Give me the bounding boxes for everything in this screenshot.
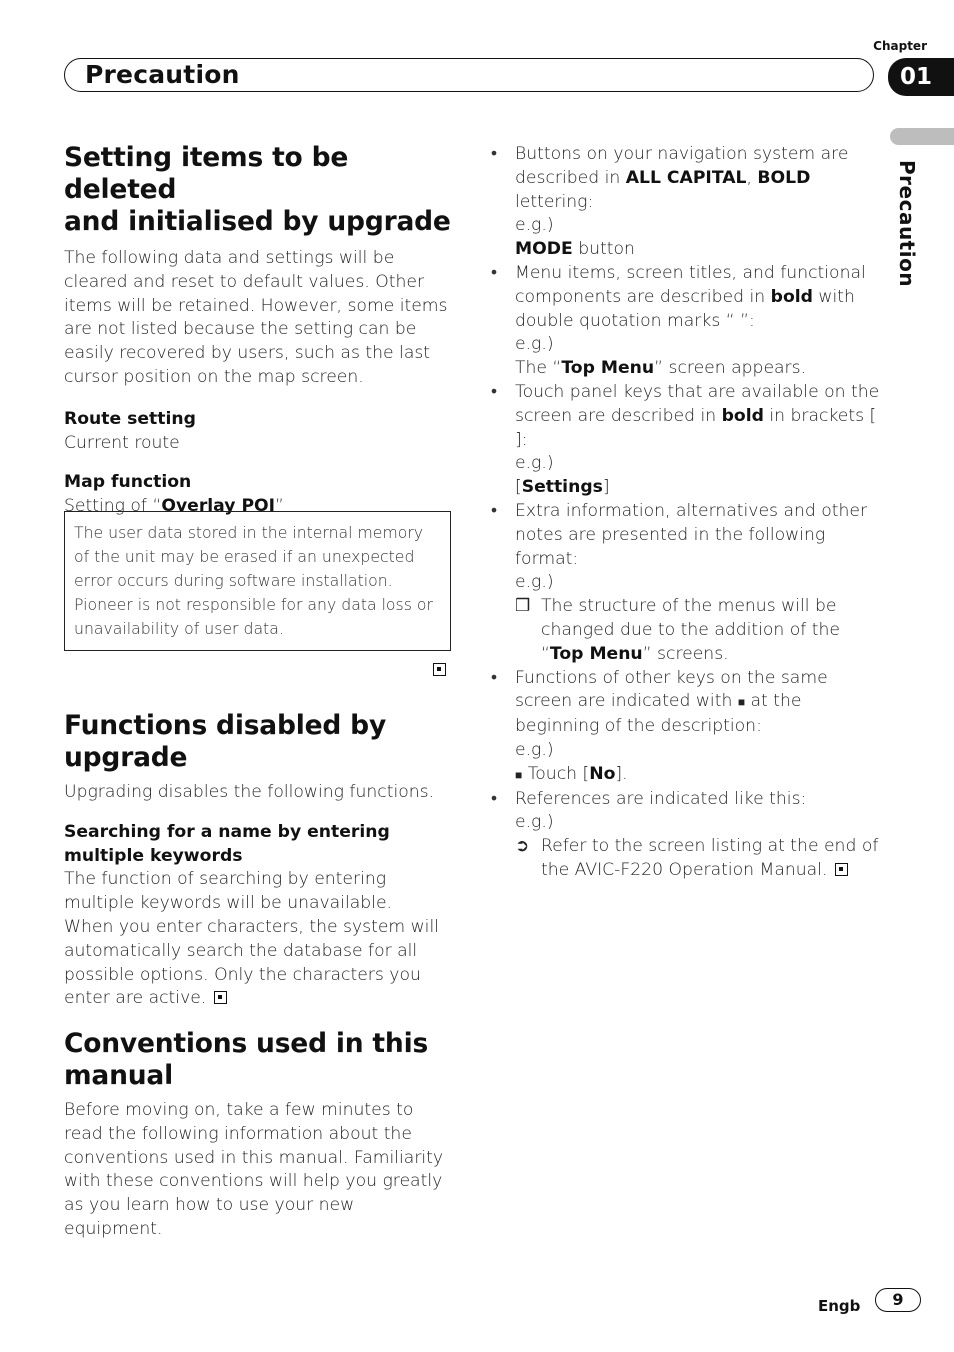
list-item [490, 262, 882, 381]
bold-text: ALL CAPITAL [625, 167, 747, 188]
title-line: manual [64, 1060, 173, 1091]
text: The structure of the menus will be changed due to the addition of the “ [541, 596, 841, 664]
example-label: e.g.) [515, 334, 554, 355]
example [515, 476, 882, 500]
route-setting-item: Current route [64, 432, 180, 453]
text: with double quotation marks “ ”: [515, 286, 855, 331]
title-line: and initialised by upgrade [64, 206, 451, 237]
text: ” [275, 496, 284, 517]
chapter-label: Chapter [873, 39, 927, 53]
bold-text: Settings [521, 477, 603, 498]
reference-example [515, 835, 882, 883]
body-paragraph [64, 916, 452, 1011]
end-of-section-icon [835, 863, 848, 876]
checkbox-note-icon: ❒ [515, 596, 531, 617]
text: The “ [515, 358, 562, 379]
list-item [490, 667, 882, 788]
text: Touch panel keys that are available on the screen are described in [515, 381, 880, 426]
text: button [572, 239, 635, 260]
language-label: Engb [818, 1297, 861, 1315]
text: at the beginning of the description: [515, 691, 802, 737]
intro-paragraph: Upgrading disables the following functions. [64, 782, 435, 802]
square-bullet-icon: ■ [737, 695, 746, 710]
end-of-section-icon [214, 991, 227, 1004]
page-number: 9 [875, 1288, 921, 1312]
example-label: e.g.) [515, 215, 554, 236]
list-item [490, 500, 882, 667]
note-box [64, 511, 451, 651]
bold-text: BOLD [757, 167, 811, 188]
text: Refer to the screen listing at the end of the AVIC-F220 Operation Manual. [541, 836, 879, 880]
text: References are indicated like this: [515, 788, 807, 809]
text: , [746, 167, 758, 188]
body-text: When you enter characters, the system will automatically search the database for all possible options. Only the characters you enter are active. [64, 916, 440, 1009]
section-deleted-items [64, 142, 452, 519]
body-paragraph: The function of searching by entering multiple keywords will be unavailable. [64, 869, 393, 914]
example [515, 238, 882, 262]
text: Menu items, screen titles, and functional components are described in [515, 262, 866, 307]
text: lettering: [515, 191, 594, 212]
body-paragraph: Before moving on, take a few minutes to read the following information about the conventions used in this manual. Familiarity with these conventions will help you greatly as you learn how to use your new equipment. [64, 1100, 444, 1239]
text: ” screen appears. [654, 358, 807, 379]
square-bullet-icon: ■ [515, 767, 523, 782]
bold-text: Overlay POI [161, 496, 276, 517]
note-example [515, 595, 882, 666]
example-label: e.g.) [515, 453, 554, 474]
subheading-line: multiple keywords [64, 845, 243, 866]
side-tab-bar [890, 128, 954, 145]
text: Touch [ [522, 763, 590, 784]
conventions-list-column [490, 143, 882, 883]
bold-text: MODE [515, 239, 573, 260]
title-line: Setting items to be deleted [64, 142, 349, 205]
section-header-title: Precaution [85, 60, 240, 89]
text: ” screens. [642, 643, 729, 664]
subheading-line: Searching for a name by entering [64, 821, 390, 842]
list-item [490, 143, 882, 262]
example [515, 763, 882, 788]
title-line: Conventions used in this [64, 1028, 429, 1059]
subheading [64, 821, 452, 869]
text: Functions of other keys on the same screen are indicated with [515, 667, 828, 712]
bold-text: bold [770, 286, 813, 307]
text: ]. [615, 763, 628, 784]
example-label: e.g.) [515, 812, 554, 833]
example [515, 357, 882, 381]
bold-text: No [589, 763, 616, 784]
text: Setting of “ [64, 496, 162, 517]
reference-arrow-icon: ➲ [515, 836, 530, 857]
map-function-heading: Map function [64, 472, 192, 493]
text: Extra information, alternatives and other notes are presented in the following format: [515, 500, 868, 569]
list-item [490, 381, 882, 500]
section-title: Functions disabled by upgrade [64, 710, 387, 773]
bold-text: Top Menu [561, 358, 655, 379]
section-conventions [64, 1028, 452, 1242]
intro-paragraph: The following data and settings will be cleared and reset to default values. Other items will be retained. However, some items are not listed because the setting can be easily recovered by users, such as the last cursor position on the map screen. [64, 248, 448, 387]
route-setting-heading: Route setting [64, 408, 196, 429]
example-label: e.g.) [515, 739, 554, 760]
chapter-number-tab: 01 [888, 58, 954, 96]
text: Buttons on your navigation system are described in [515, 144, 849, 188]
section-title [64, 1028, 452, 1092]
list-item [490, 788, 882, 883]
bold-text: bold [721, 405, 764, 426]
example-label: e.g.) [515, 572, 554, 593]
text: in brackets [ ]: [515, 405, 877, 450]
bold-text: Top Menu [549, 643, 643, 664]
side-tab-label: Precaution [895, 160, 919, 288]
conventions-list [490, 143, 882, 883]
section-title [64, 142, 452, 238]
text: [ [515, 477, 522, 498]
end-of-section-icon [433, 660, 446, 679]
note-text: The user data stored in the internal memory of the unit may be erased if an unexpected error occurs during software installation. Pioneer is not responsible for any data loss or unavailability of user data. [74, 523, 433, 638]
text: ] [602, 477, 610, 498]
section-disabled-functions [64, 710, 452, 1011]
